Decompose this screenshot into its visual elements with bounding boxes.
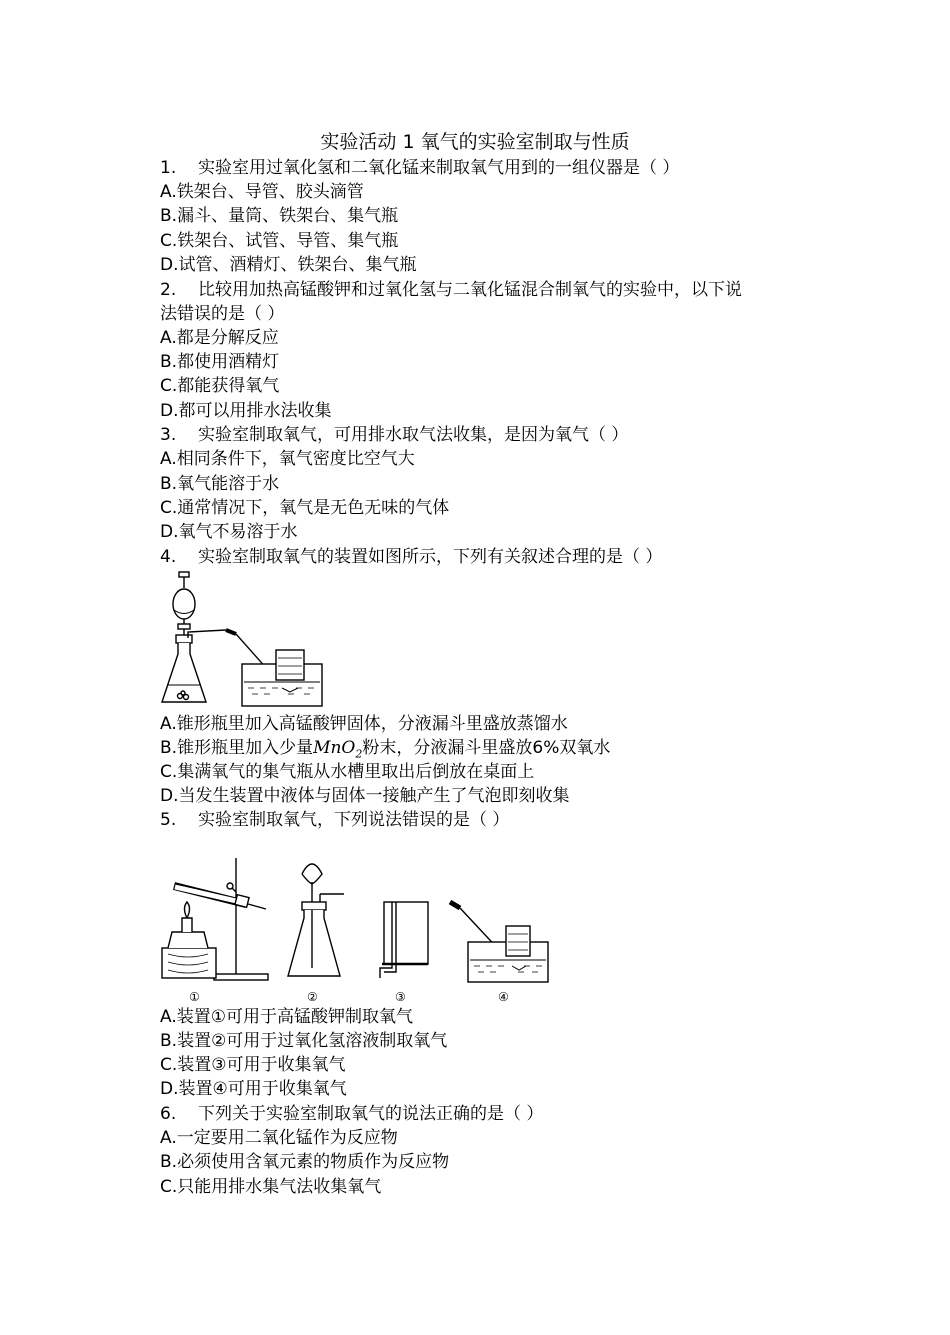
question-stem: 下列关于实验室制取氧气的说法正确的是（ ）	[198, 1104, 544, 1124]
option-a: A.锥形瓶里加入高锰酸钾固体，分液漏斗里盛放蒸馏水	[160, 714, 568, 734]
option-b: B.必须使用含氧元素的物质作为反应物	[160, 1152, 450, 1172]
question-1	[160, 157, 679, 179]
question-stem-continued: 法错误的是（ ）	[160, 304, 285, 324]
apparatus-1-heating	[162, 858, 268, 980]
figure-label-4: ④	[498, 990, 509, 1004]
flask-stopper	[176, 635, 192, 643]
option-d: D.氧气不易溶于水	[160, 522, 298, 542]
option-c: C.装置③可用于收集氧气	[160, 1055, 346, 1075]
erlenmeyer-flask	[162, 643, 206, 702]
question-number: 1.	[160, 158, 177, 178]
question-number: 3.	[160, 425, 177, 445]
option-a: A.一定要用二氧化锰作为反应物	[160, 1128, 398, 1148]
formula-base: MnO	[313, 738, 356, 758]
option-c: C.只能用排水集气法收集氧气	[160, 1177, 382, 1197]
apparatus-4-trough	[450, 902, 548, 982]
option-c: C.铁架台、试管、导管、集气瓶	[160, 231, 399, 251]
figure-label-1: ①	[189, 990, 200, 1004]
option-b-text: B.锥形瓶里加入少量	[160, 738, 314, 758]
apparatus-set-figure	[158, 852, 558, 984]
question-stem: 实验室制取氧气，下列说法错误的是（ ）	[198, 810, 510, 830]
option-c: C.集满氧气的集气瓶从水槽里取出后倒放在桌面上	[160, 762, 535, 782]
option-b: B.漏斗、量筒、铁架台、集气瓶	[160, 206, 399, 226]
option-c: C.通常情况下，氧气是无色无味的气体	[160, 498, 450, 518]
question-number: 2.	[160, 280, 177, 300]
option-c: C.都能获得氧气	[160, 376, 280, 396]
oxygen-apparatus-figure	[158, 570, 328, 710]
formula-subscript: 2	[355, 747, 363, 761]
option-d: D.都可以用排水法收集	[160, 401, 332, 421]
funnel-stopper	[179, 572, 189, 577]
question-3	[160, 424, 628, 446]
question-4	[160, 546, 662, 568]
option-d: D.当发生装置中液体与固体一接触产生了气泡即刻收集	[160, 786, 570, 806]
page-title: 实验活动 1 氧气的实验室制取与性质	[320, 131, 630, 153]
option-b: B.装置②可用于过氧化氢溶液制取氧气	[160, 1031, 448, 1051]
option-b: B.氧气能溶于水	[160, 474, 280, 494]
question-stem: 比较用加热高锰酸钾和过氧化氢与二氧化锰混合制氧气的实验中，以下说	[198, 280, 742, 300]
option-b: B.都使用酒精灯	[160, 352, 280, 372]
question-number: 6.	[160, 1104, 177, 1124]
option-a: A.相同条件下，氧气密度比空气大	[160, 449, 415, 469]
funnel-tap	[178, 624, 190, 629]
question-2	[160, 279, 742, 301]
mno2-formula	[313, 738, 363, 761]
option-a: A.都是分解反应	[160, 328, 279, 348]
question-stem: 实验室制取氧气的装置如图所示，下列有关叙述合理的是（ ）	[198, 547, 663, 567]
question-stem: 实验室制取氧气，可用排水取气法收集，是因为氧气（ ）	[198, 425, 629, 445]
question-stem: 实验室用过氧化氢和二氧化锰来制取氧气用到的一组仪器是（ ）	[198, 158, 680, 178]
apparatus-2-flask	[288, 864, 344, 976]
figure-label-3: ③	[395, 990, 406, 1004]
figure-label-2: ②	[307, 990, 318, 1004]
rubber-tube	[226, 630, 236, 634]
question-5	[160, 809, 509, 831]
apparatus-3-gas-jar	[380, 902, 428, 978]
delivery-tube	[188, 630, 226, 638]
question-number: 4.	[160, 547, 177, 567]
option-a: A.装置①可用于高锰酸钾制取氧气	[160, 1007, 413, 1027]
option-a: A.铁架台、导管、胶头滴管	[160, 182, 364, 202]
question-6	[160, 1103, 543, 1125]
funnel-bulb	[173, 589, 195, 619]
collecting-bottle	[276, 650, 304, 680]
option-d: D.试管、酒精灯、铁架台、集气瓶	[160, 255, 417, 275]
option-b-rest: 粉末，分液漏斗里盛放6%双氧水	[362, 738, 611, 758]
option-d: D.装置④可用于收集氧气	[160, 1079, 347, 1099]
question-number: 5.	[160, 810, 177, 830]
